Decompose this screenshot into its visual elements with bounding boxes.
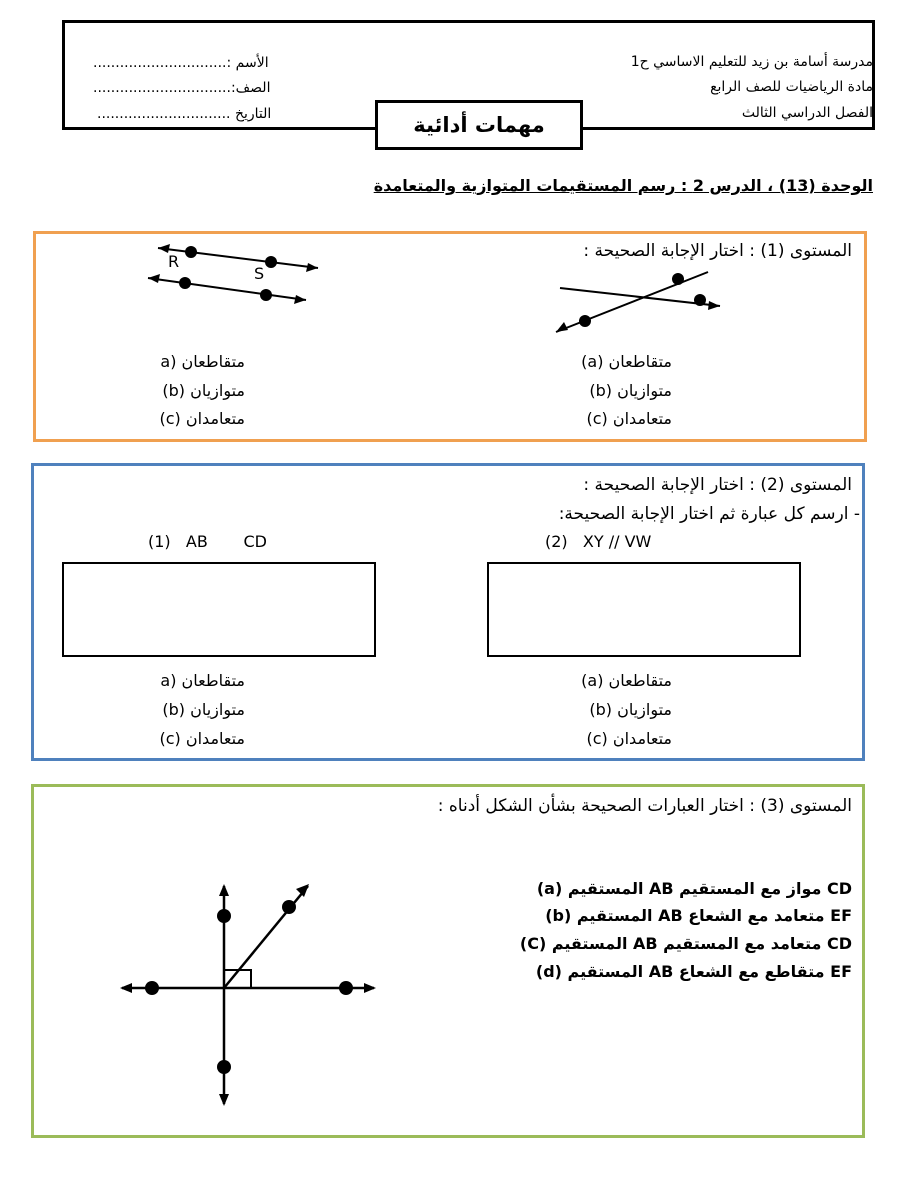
level-2-sub-instruction: - ارسم كل عبارة ثم اختار الإجابة الصحيحة: xyxy=(558,504,860,524)
line-lower xyxy=(148,278,306,300)
arrow-head-icon xyxy=(219,1094,229,1106)
point-dot xyxy=(260,289,272,301)
level-1-right-option-c[interactable]: (c) متعامدان xyxy=(586,409,672,428)
level-2-right-option-b[interactable]: (b) متوازيان xyxy=(589,700,672,719)
point-dot xyxy=(217,909,231,923)
level-3-instruction: المستوى (3) : اختار العبارات الصحيحة بشأن الشكل أدناه : xyxy=(437,796,852,816)
level-2-right-option-a[interactable]: (a) متقاطعان xyxy=(581,671,672,690)
label-s: S xyxy=(254,264,265,283)
drawing-area-2[interactable] xyxy=(487,562,801,657)
arrow-head-icon xyxy=(296,884,309,897)
arrow-head-icon xyxy=(364,983,376,993)
parallel-lines-figure xyxy=(140,236,340,311)
label-r: R xyxy=(168,252,180,271)
point-dot xyxy=(694,294,706,306)
level-2-left-option-b[interactable]: (b) متوازيان xyxy=(162,700,245,719)
level-2-item-2: (2) XY // VW xyxy=(545,532,652,551)
level-1-left-option-c[interactable]: (c) متعامدان xyxy=(159,409,245,428)
point-dot xyxy=(339,981,353,995)
point-dot xyxy=(672,273,684,285)
level-1-right-option-a[interactable]: (a) متقاطعان xyxy=(581,352,672,371)
arrow-head-icon xyxy=(306,263,318,272)
perpendicular-lines-figure xyxy=(110,876,390,1112)
class-field[interactable]: الصف:............................... xyxy=(93,80,271,96)
intersecting-lines-figure xyxy=(548,266,728,338)
unit-title: الوحدة (13) ، الدرس 2 : رسم المستقيمات المتوازية والمتعامدة xyxy=(373,176,873,195)
level-3-option-b[interactable]: (b) المستقيم AB متعامد مع الشعاع EF xyxy=(545,906,852,925)
level-2-instruction: المستوى (2) : اختار الإجابة الصحيحة : xyxy=(583,475,852,495)
ray xyxy=(224,886,308,988)
level-3-option-d[interactable]: (d) المستقيم AB متقاطع مع الشعاع EF xyxy=(535,962,852,981)
point-dot xyxy=(145,981,159,995)
arrow-head-icon xyxy=(148,274,160,283)
level-1-left-option-a[interactable]: a) متقاطعان xyxy=(160,352,245,371)
point-dot xyxy=(282,900,296,914)
arrow-head-icon xyxy=(219,884,229,896)
term-name: الفصل الدراسي الثالث xyxy=(741,105,873,121)
level-3-option-a[interactable]: (a) المستقيم AB مواز مع المستقيم CD xyxy=(536,879,852,898)
point-dot xyxy=(179,277,191,289)
level-1-left-option-b[interactable]: (b) متوازيان xyxy=(162,381,245,400)
level-3-option-c[interactable]: (C) المستقيم AB متعامد مع المستقيم CD xyxy=(519,934,852,953)
point-dot xyxy=(185,246,197,258)
drawing-area-1[interactable] xyxy=(62,562,376,657)
point-dot xyxy=(579,315,591,327)
level-2-left-option-c[interactable]: (c) متعامدان xyxy=(159,729,245,748)
level-2-left-option-a[interactable]: a) متقاطعان xyxy=(160,671,245,690)
school-name: مدرسة أسامة بن زيد للتعليم الاساسي ح1 xyxy=(630,54,873,70)
arrow-head-icon xyxy=(708,301,720,310)
level-1-right-option-b[interactable]: (b) متوازيان xyxy=(589,381,672,400)
point-dot xyxy=(265,256,277,268)
date-field[interactable]: التاريخ .............................. xyxy=(97,106,272,122)
level-2-right-option-c[interactable]: (c) متعامدان xyxy=(586,729,672,748)
line-upper xyxy=(158,248,318,268)
arrow-head-icon xyxy=(556,322,568,332)
point-dot xyxy=(217,1060,231,1074)
arrow-head-icon xyxy=(294,295,306,304)
student-name-field[interactable]: الأسم :.............................. xyxy=(93,55,269,71)
arrow-head-icon xyxy=(120,983,132,993)
level-2-item-1: (1) AB CD xyxy=(148,532,267,551)
page-title: مهمات أدائية xyxy=(375,100,583,150)
level-1-instruction: المستوى (1) : اختار الإجابة الصحيحة : xyxy=(583,241,852,261)
subject-name: مادة الرياضيات للصف الرابع xyxy=(710,79,873,95)
